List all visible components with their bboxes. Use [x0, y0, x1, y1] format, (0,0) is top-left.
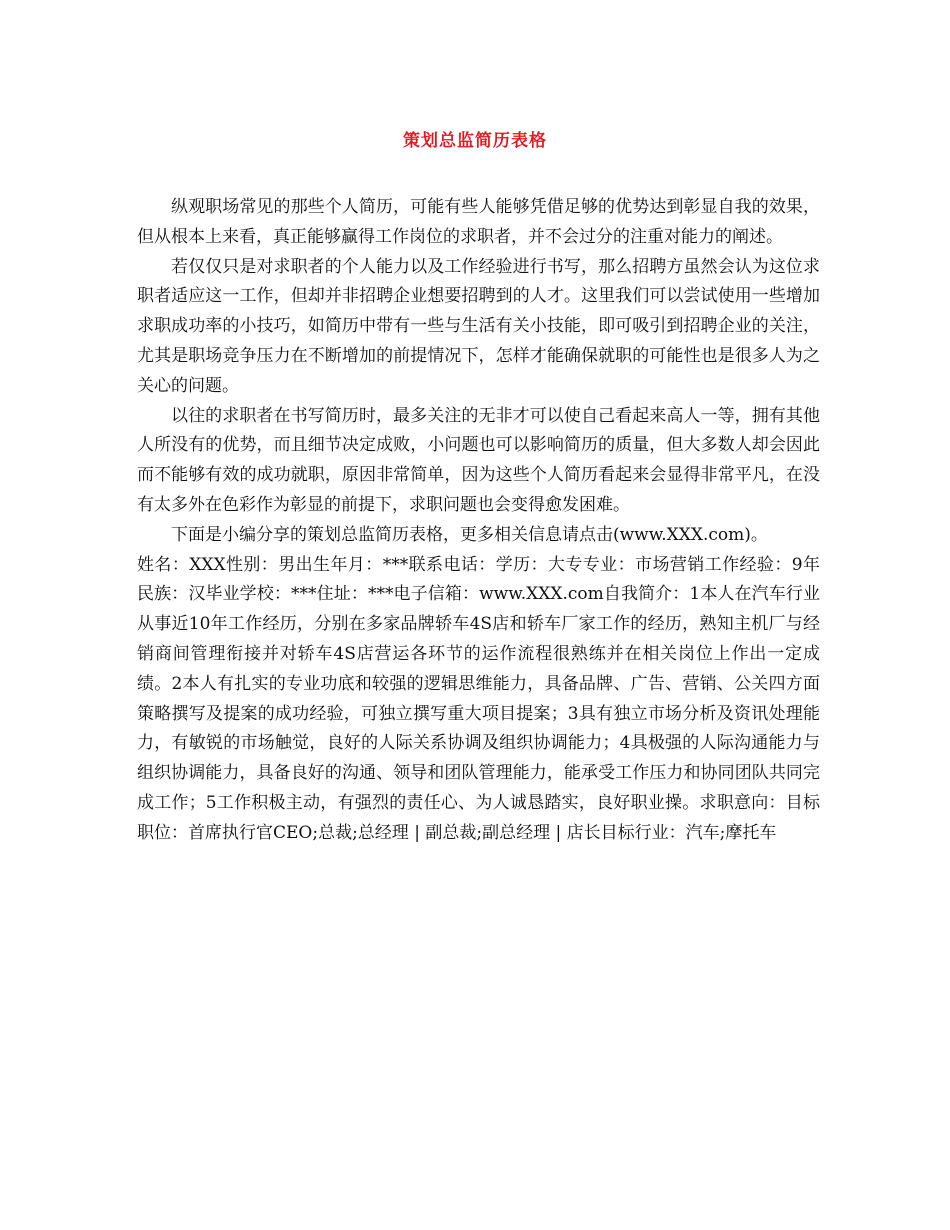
- document-title: 策划总监简历表格: [403, 131, 547, 151]
- resume-details: 姓名：XXX性别：男出生年月：***联系电话：学历：大专专业：市场营销工作经验：9年民族：汉毕业学校：***住址：***电子信箱：www.XXX.com自我简介：1本人在汽车行业从事近10年工作经历，分别在多家品牌轿车4S店和轿车厂家工作的经历，熟知主机厂与经销商间管理衔接并对轿车4S店营运各环节的运作流程很熟练并在相关岗位上作出一定成绩。2本人有扎实的专业功底和较强的逻辑思维能力，具备品牌、广告、营销、公关四方面策略撰写及提案的成功经验，可独立撰写重大项目提案；3具有独立市场分析及资讯处理能力，有敏锐的市场触觉，良好的人际关系协调及组织协调能力；4具极强的人际沟通能力与组织协调能力，具备良好的沟通、领导和团队管理能力，能承受工作压力和协同团队共同完成工作；5工作积极主动，有强烈的责任心、为人诚恳踏实，良好职业操。求职意向：目标职位：首席执行官CEO;总裁;总经理 | 副总裁;副总经理 | 店长目标行业：汽车;摩托车: [137, 554, 820, 843]
- paragraph-problems: 以往的求职者在书写简历时，最多关注的无非才可以使自己看起来高人一等，拥有其他人所没有的优势，而且细节决定成败，小问题也可以影响简历的质量，但大多数人却会因此而不能够有效的成功就职，原因非常简单，因为这些个人简历看起来会显得非常平凡，在没有太多外在色彩作为彰显的前提下，求职问题也会变得愈发困难。: [137, 405, 820, 515]
- paragraph-share-link: 下面是小编分享的策划总监简历表格，更多相关信息请点击(www.XXX.com)。: [171, 524, 768, 545]
- paragraph-tips: 若仅仅只是对求职者的个人能力以及工作经验进行书写，那么招聘方虽然会认为这位求职者适应这一工作，但却并非招聘企业想要招聘到的人才。这里我们可以尝试使用一些增加求职成功率的小技巧，如简历中带有一些与生活有关小技能，即可吸引到招聘企业的关注，尤其是职场竞争压力在不断增加的前提情况下，怎样才能确保就职的可能性也是很多人为之关心的问题。: [137, 256, 820, 396]
- document-body: [137, 193, 820, 849]
- paragraph-intro: 纵观职场常见的那些个人简历，可能有些人能够凭借足够的优势达到彰显自我的效果，但从根本上来看，真正能够赢得工作岗位的求职者，并不会过分的注重对能力的阐述。: [137, 197, 820, 247]
